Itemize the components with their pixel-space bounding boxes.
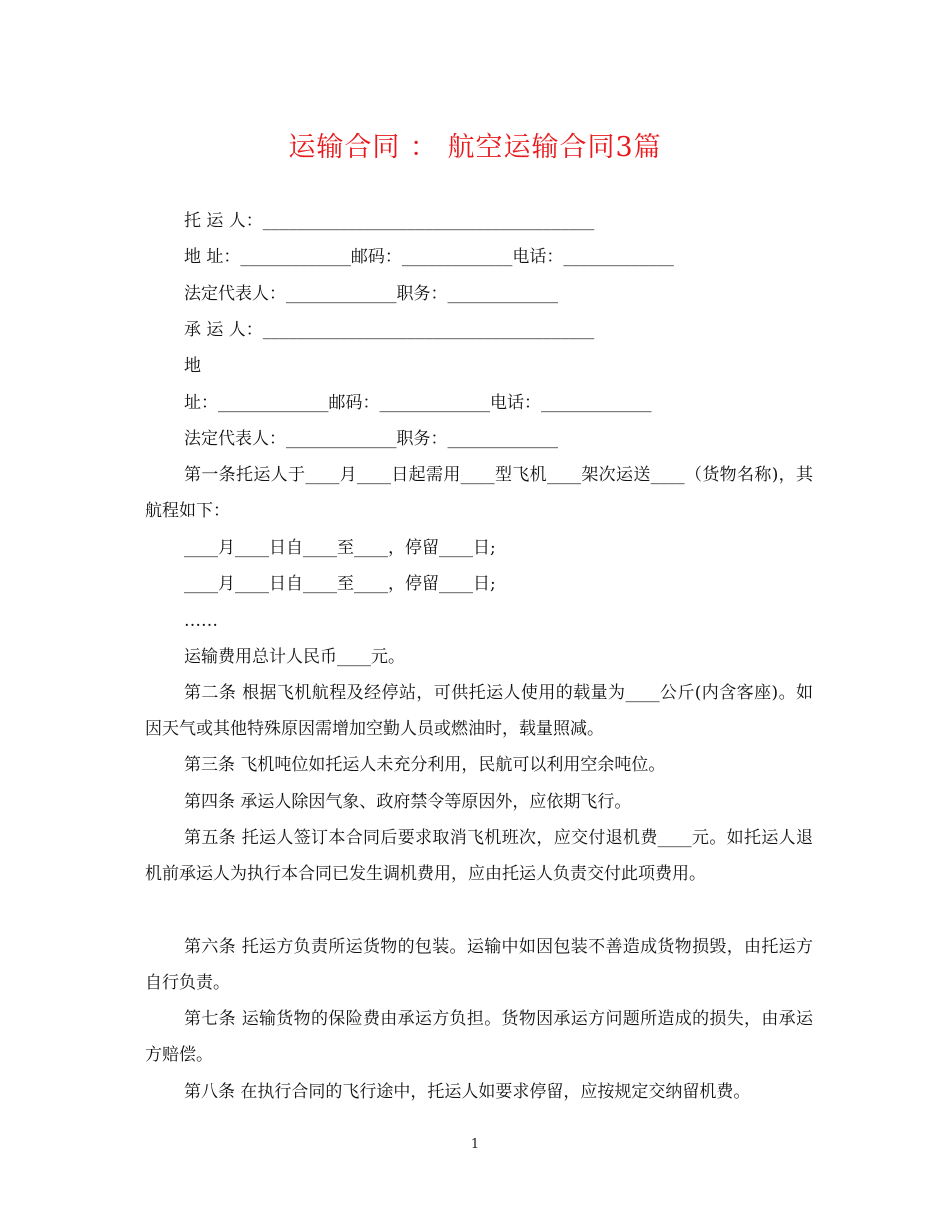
shipper-line: 托 运 人：_______________________________________	[184, 211, 595, 231]
clause-6: 第六条 托运方负责所运货物的包装。运输中如因包装不善造成货物损毁，由托运方自行负责。	[145, 937, 813, 993]
clause-7: 第七条 运输货物的保险费由承运方负担。货物因承运方问题所造成的损失，由承运方赔偿。	[145, 1009, 813, 1065]
carrier-address-line: 址：_____________邮码：_____________电话：_____________	[184, 393, 652, 413]
page-number: 1	[470, 1137, 480, 1152]
clause-1: 第一条托运人于____月____日起需用____型飞机____架次运送____（货物名称)，其航程如下：	[145, 465, 813, 521]
clause-5: 第五条 托运人签订本合同后要求取消飞机班次，应交付退机费____元。如托运人退机前承运人为执行本合同已发生调机费用，应由托运人负责交付此项费用。	[145, 828, 813, 884]
route-line-2: ____月____日自____至____，停留____日;	[184, 574, 496, 594]
shipper-representative-line: 法定代表人：_____________职务：_____________	[184, 284, 558, 304]
document-title: 运输合同 ： 航空运输合同3篇	[288, 132, 662, 163]
clause-3: 第三条 飞机吨位如托运人未充分利用，民航可以利用空余吨位。	[184, 755, 666, 775]
total-fee-line: 运输费用总计人民币____元。	[184, 647, 405, 667]
route-ellipsis: ……	[184, 611, 218, 631]
route-line-1: ____月____日自____至____，停留____日;	[184, 538, 496, 558]
carrier-address-label-line: 地	[184, 356, 201, 376]
shipper-address-line: 地 址：_____________邮码：_____________电话：_____________	[184, 247, 674, 267]
clause-4: 第四条 承运人除因气象、政府禁令等原因外，应依期飞行。	[184, 792, 632, 812]
clause-2: 第二条 根据飞机航程及经停站，可供托运人使用的载量为____公斤(内含客座)。如因天气或其他特殊原因需增加空勤人员或燃油时，载量照减。	[145, 683, 813, 739]
carrier-line: 承 运 人：_______________________________________	[184, 320, 595, 340]
carrier-representative-line: 法定代表人：_____________职务：_____________	[184, 429, 558, 449]
clause-8: 第八条 在执行合同的飞行途中，托运人如要求停留，应按规定交纳留机费。	[184, 1082, 751, 1102]
